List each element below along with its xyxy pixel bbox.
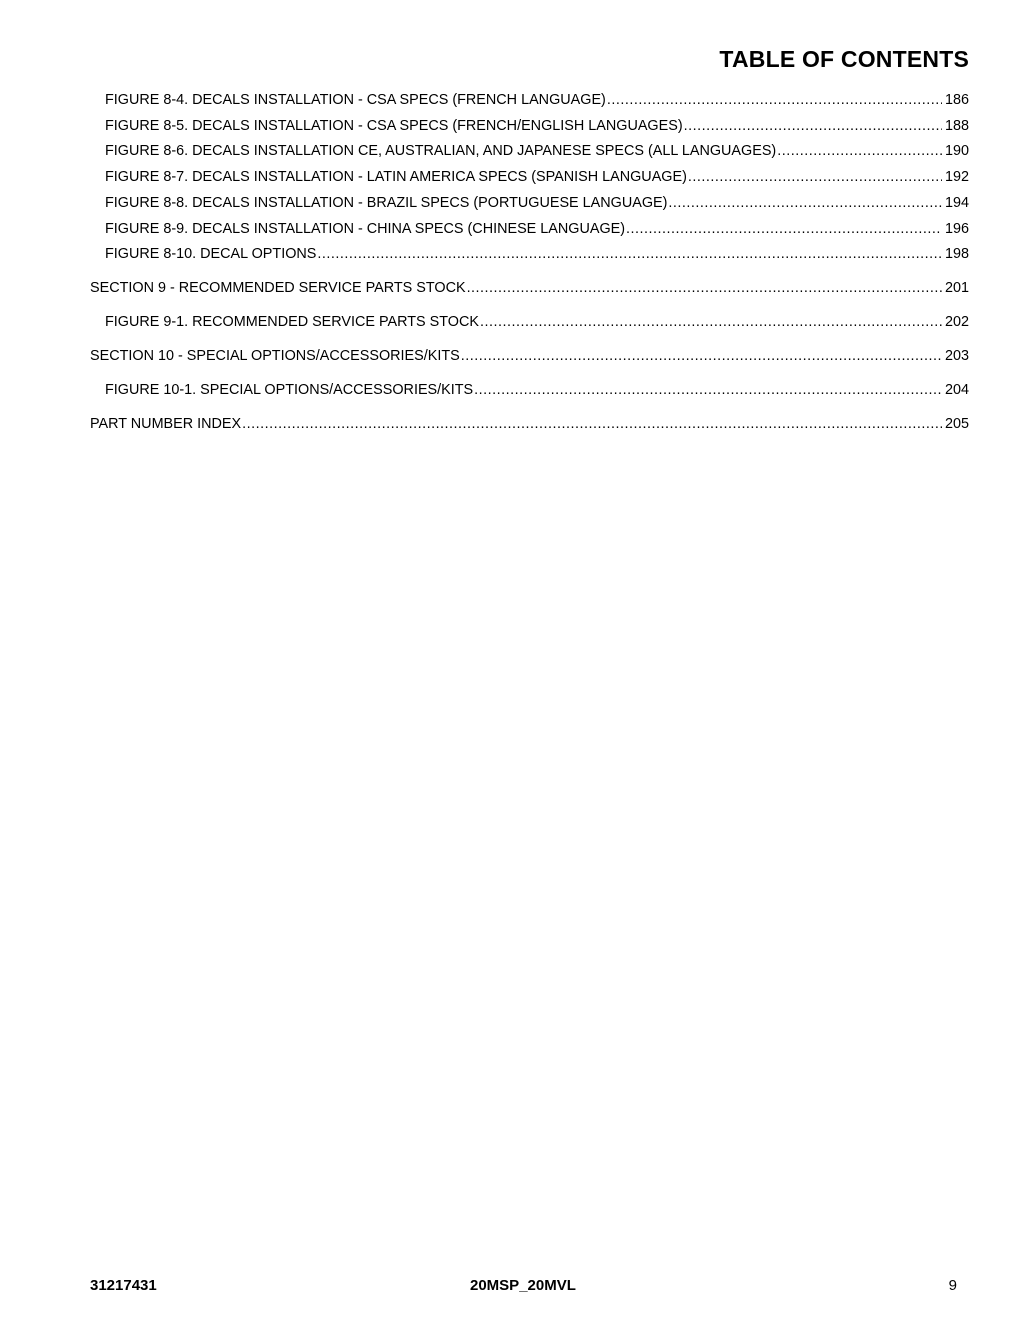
toc-entry-page: 202 xyxy=(944,314,969,330)
toc-entry-page: 205 xyxy=(944,416,969,432)
dot-leader xyxy=(607,91,942,109)
toc-entry-label: FIGURE 8-10. DECAL OPTIONS xyxy=(105,246,317,262)
toc-entry-figure-8-4[interactable] xyxy=(105,91,969,109)
toc-entry-page: 190 xyxy=(944,143,969,159)
footer-document-number: 31217431 xyxy=(90,1277,157,1294)
toc-entry-figure-10-1[interactable] xyxy=(105,381,969,399)
dot-leader xyxy=(242,415,942,433)
toc-entry-label: FIGURE 8-6. DECALS INSTALLATION CE, AUSTRALIAN, AND JAPANESE SPECS (ALL LANGUAGES) xyxy=(105,143,777,159)
toc-entry-label: FIGURE 8-5. DECALS INSTALLATION - CSA SPECS (FRENCH/ENGLISH LANGUAGES) xyxy=(105,118,683,134)
toc-entry-label: FIGURE 8-8. DECALS INSTALLATION - BRAZIL SPECS (PORTUGUESE LANGUAGE) xyxy=(105,195,668,211)
toc-entry-label: FIGURE 9-1. RECOMMENDED SERVICE PARTS STOCK xyxy=(105,314,479,330)
toc-entry-figure-8-7[interactable] xyxy=(105,168,969,186)
toc-entry-figure-8-5[interactable] xyxy=(105,117,969,135)
toc-entry-page: 192 xyxy=(944,169,969,185)
toc-entry-figure-9-1[interactable] xyxy=(105,313,969,331)
footer-page-number: 9 xyxy=(948,1277,957,1294)
dot-leader xyxy=(688,168,942,186)
toc-entry-section-10[interactable] xyxy=(90,347,969,365)
toc-entry-label: FIGURE 8-4. DECALS INSTALLATION - CSA SPECS (FRENCH LANGUAGE) xyxy=(105,92,606,108)
toc-entry-figure-8-6[interactable] xyxy=(105,142,969,160)
dot-leader xyxy=(777,142,942,160)
footer-model: 20MSP_20MVL xyxy=(470,1277,576,1294)
toc-entry-page: 204 xyxy=(944,382,969,398)
toc-entry-section-9[interactable] xyxy=(90,279,969,297)
toc-entry-label: SECTION 9 - RECOMMENDED SERVICE PARTS STOCK xyxy=(90,280,466,296)
dot-leader xyxy=(480,313,942,331)
toc-entry-page: 186 xyxy=(944,92,969,108)
toc-entry-label: FIGURE 8-7. DECALS INSTALLATION - LATIN AMERICA SPECS (SPANISH LANGUAGE) xyxy=(105,169,687,185)
toc-entry-page: 188 xyxy=(944,118,969,134)
dot-leader xyxy=(626,220,942,238)
toc-entry-figure-8-10[interactable] xyxy=(105,245,969,263)
toc-entry-figure-8-9[interactable] xyxy=(105,220,969,238)
toc-entry-label: PART NUMBER INDEX xyxy=(90,416,242,432)
toc-entry-page: 196 xyxy=(944,221,969,237)
toc-entry-page: 198 xyxy=(944,246,969,262)
dot-leader xyxy=(684,117,942,135)
toc-entry-part-number-index[interactable] xyxy=(90,415,969,433)
toc-entry-label: FIGURE 8-9. DECALS INSTALLATION - CHINA SPECS (CHINESE LANGUAGE) xyxy=(105,221,626,237)
toc-entry-page: 201 xyxy=(944,280,969,296)
toc-entry-figure-8-8[interactable] xyxy=(105,194,969,212)
toc-entry-label: SECTION 10 - SPECIAL OPTIONS/ACCESSORIES/KITS xyxy=(90,348,460,364)
dot-leader xyxy=(317,245,942,263)
dot-leader xyxy=(467,279,942,297)
dot-leader xyxy=(474,381,942,399)
dot-leader xyxy=(461,347,942,365)
toc-entry-label: FIGURE 10-1. SPECIAL OPTIONS/ACCESSORIES/KITS xyxy=(105,382,474,398)
page-title: TABLE OF CONTENTS xyxy=(719,46,969,72)
toc-entry-page: 194 xyxy=(944,195,969,211)
toc-entry-page: 203 xyxy=(944,348,969,364)
dot-leader xyxy=(668,194,942,212)
